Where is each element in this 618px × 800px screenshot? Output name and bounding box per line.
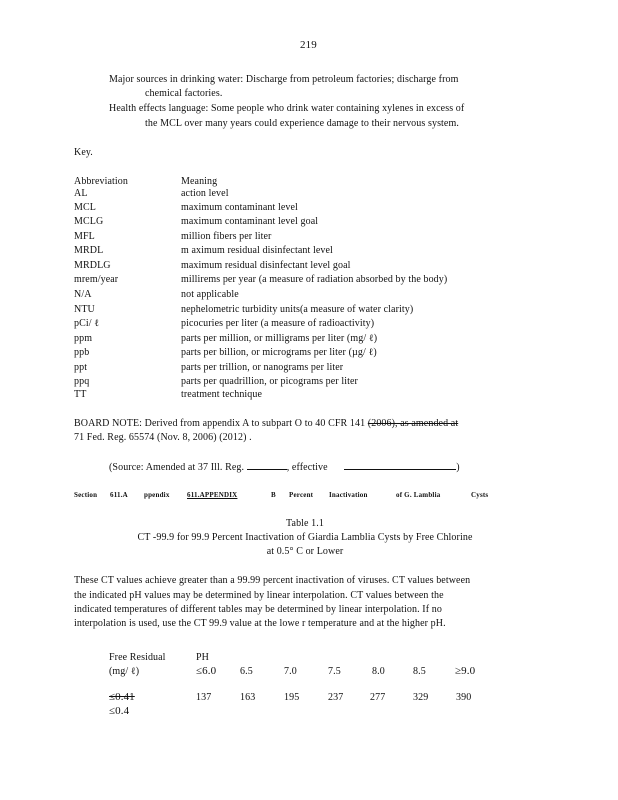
ph-value: 6.5	[240, 666, 253, 677]
abbreviation: pCi/ ℓ	[74, 318, 100, 329]
abbreviation-row	[74, 375, 534, 388]
ph-value: ≥9.0	[455, 665, 476, 677]
abbreviation: mrem/year	[74, 274, 119, 285]
abbreviation-column-header: Abbreviation	[74, 176, 128, 187]
meaning: parts per trillion, or nanograms per liter	[181, 362, 344, 373]
board-note-line-2: 71 Fed. Reg. 65574 (Nov. 8, 2006) (2012) .	[74, 432, 252, 443]
meaning: parts per billion, or micrograms per liter (µg/ ℓ)	[181, 347, 377, 358]
ph-value: 8.0	[372, 666, 385, 677]
abbreviation: NTU	[74, 304, 95, 315]
sources-line-1: Major sources in drinking water: Discharge from petroleum factories; discharge from	[109, 74, 459, 85]
ct-value: 237	[328, 692, 344, 703]
abbreviation: MCLG	[74, 216, 104, 227]
abbreviation-row	[74, 346, 534, 359]
ct-value: 329	[413, 692, 429, 703]
ph-value: 8.5	[413, 666, 426, 677]
section-header-word: 611.APPENDIX	[187, 491, 238, 499]
section-header-word: B	[271, 491, 276, 499]
meaning: action level	[181, 188, 229, 199]
abbreviation-row	[74, 215, 534, 228]
sources-line-2: chemical factories.	[145, 88, 223, 99]
abbreviation-row	[74, 332, 534, 345]
meaning: maximum contaminant level goal	[181, 216, 319, 227]
section-header-word: of G. Lamblia	[396, 491, 441, 499]
ph-value: 7.0	[284, 666, 297, 677]
table-title-line-3: at 0.5° C or Lower	[266, 546, 344, 557]
abbreviation-row	[74, 187, 534, 200]
meaning: picocuries per liter (a measure of radioactivity)	[181, 318, 375, 329]
section-header-word: ppendix	[144, 491, 170, 499]
abbreviation-row	[74, 273, 534, 286]
section-header-word: Section	[74, 491, 98, 499]
residual-value: ≤0.4	[109, 705, 130, 717]
abbreviation-row	[74, 230, 534, 243]
free-residual-header: Free Residual	[109, 652, 166, 663]
meaning: maximum residual disinfectant level goal	[181, 260, 351, 271]
ct-value: 195	[284, 692, 300, 703]
source-middle: , effective	[286, 462, 328, 473]
paragraph-line-4: interpolation is used, use the CT 99.9 value at the lowe r temperature and at the higher pH.	[74, 618, 446, 629]
abbreviation: ppm	[74, 333, 93, 344]
meaning: parts per million, or milligrams per liter (mg/ ℓ)	[181, 333, 378, 344]
abbreviation: MRDL	[74, 245, 104, 256]
abbreviation: MCL	[74, 202, 96, 213]
abbreviation-row	[74, 244, 534, 257]
abbreviation-row	[74, 288, 534, 301]
section-header-word: 611.A	[110, 491, 128, 499]
table-title-line-2: CT -99.9 for 99.9 Percent Inactivation of Giardia Lamblia Cysts by Free Chlorine	[137, 532, 473, 543]
meaning: maximum contaminant level	[181, 202, 298, 213]
health-line-1: Health effects language: Some people who drink water containing xylenes in excess of	[109, 103, 465, 114]
source-prefix: (Source: Amended at 37 Ill. Reg.	[109, 462, 245, 473]
abbreviation: ppt	[74, 362, 88, 373]
abbreviation: ppb	[74, 347, 90, 358]
effective-date-blank	[344, 460, 456, 470]
meaning-column-header: Meaning	[181, 176, 218, 187]
meaning: million fibers per liter	[181, 231, 272, 242]
health-line-2: the MCL over many years could experience damage to their nervous system.	[145, 118, 459, 129]
abbreviation-row	[74, 388, 534, 401]
board-note-text: BOARD NOTE: Derived from appendix A to subpart O to 40 CFR 141	[74, 418, 366, 429]
meaning: not applicable	[181, 289, 239, 300]
abbreviation-row	[74, 317, 534, 330]
paragraph-line-3: indicated temperatures of different tables may be determined by linear interpolation. If no	[74, 604, 442, 615]
ph-value: ≤6.0	[196, 665, 217, 677]
section-header-word: Inactivation	[329, 491, 368, 499]
abbreviation: N/A	[74, 289, 92, 300]
source-suffix: )	[456, 462, 460, 473]
units-header: (mg/ ℓ)	[109, 666, 140, 677]
ph-value: 7.5	[328, 666, 341, 677]
ct-table	[109, 651, 509, 726]
ph-header: PH	[196, 652, 209, 663]
abbreviation: ppq	[74, 376, 90, 387]
ct-value: 390	[456, 692, 472, 703]
meaning: treatment technique	[181, 389, 263, 400]
ct-value: 277	[370, 692, 386, 703]
section-header	[74, 491, 544, 503]
page-number: 219	[300, 39, 317, 51]
table-title-line-1: Table 1.1	[286, 518, 324, 529]
abbreviation: MRDLG	[74, 260, 111, 271]
paragraph-line-1: These CT values achieve greater than a 99.99 percent inactivation of viruses. CT values between	[74, 575, 471, 586]
abbreviation: MFL	[74, 231, 95, 242]
abbreviation: AL	[74, 188, 88, 199]
meaning: nephelometric turbidity units(a measure of water clarity)	[181, 304, 414, 315]
section-header-word: Cysts	[471, 491, 489, 499]
ct-value: 137	[196, 692, 212, 703]
source-line	[109, 460, 460, 474]
meaning: parts per quadrillion, or picograms per liter	[181, 376, 358, 387]
residual-struck-value: ≤0.41	[109, 691, 135, 703]
abbreviation-table	[74, 175, 544, 400]
section-header-word: Percent	[289, 491, 314, 499]
ct-value: 163	[240, 692, 256, 703]
abbreviation-row	[74, 259, 534, 272]
abbreviation-row	[74, 303, 534, 316]
meaning: m aximum residual disinfectant level	[181, 245, 333, 256]
paragraph-line-2: the indicated pH values may be determined by linear interpolation. CT values between the	[74, 590, 444, 601]
abbreviation-row	[74, 201, 534, 214]
key-label: Key.	[74, 147, 93, 158]
abbreviation-row	[74, 361, 534, 374]
board-note-line-1	[74, 417, 458, 430]
abbreviation: TT	[74, 389, 87, 400]
meaning: millirems per year (a measure of radiation absorbed by the body)	[181, 274, 448, 285]
register-page-blank	[247, 460, 287, 470]
board-note-struck-text: (2006), as amended at	[367, 418, 459, 429]
